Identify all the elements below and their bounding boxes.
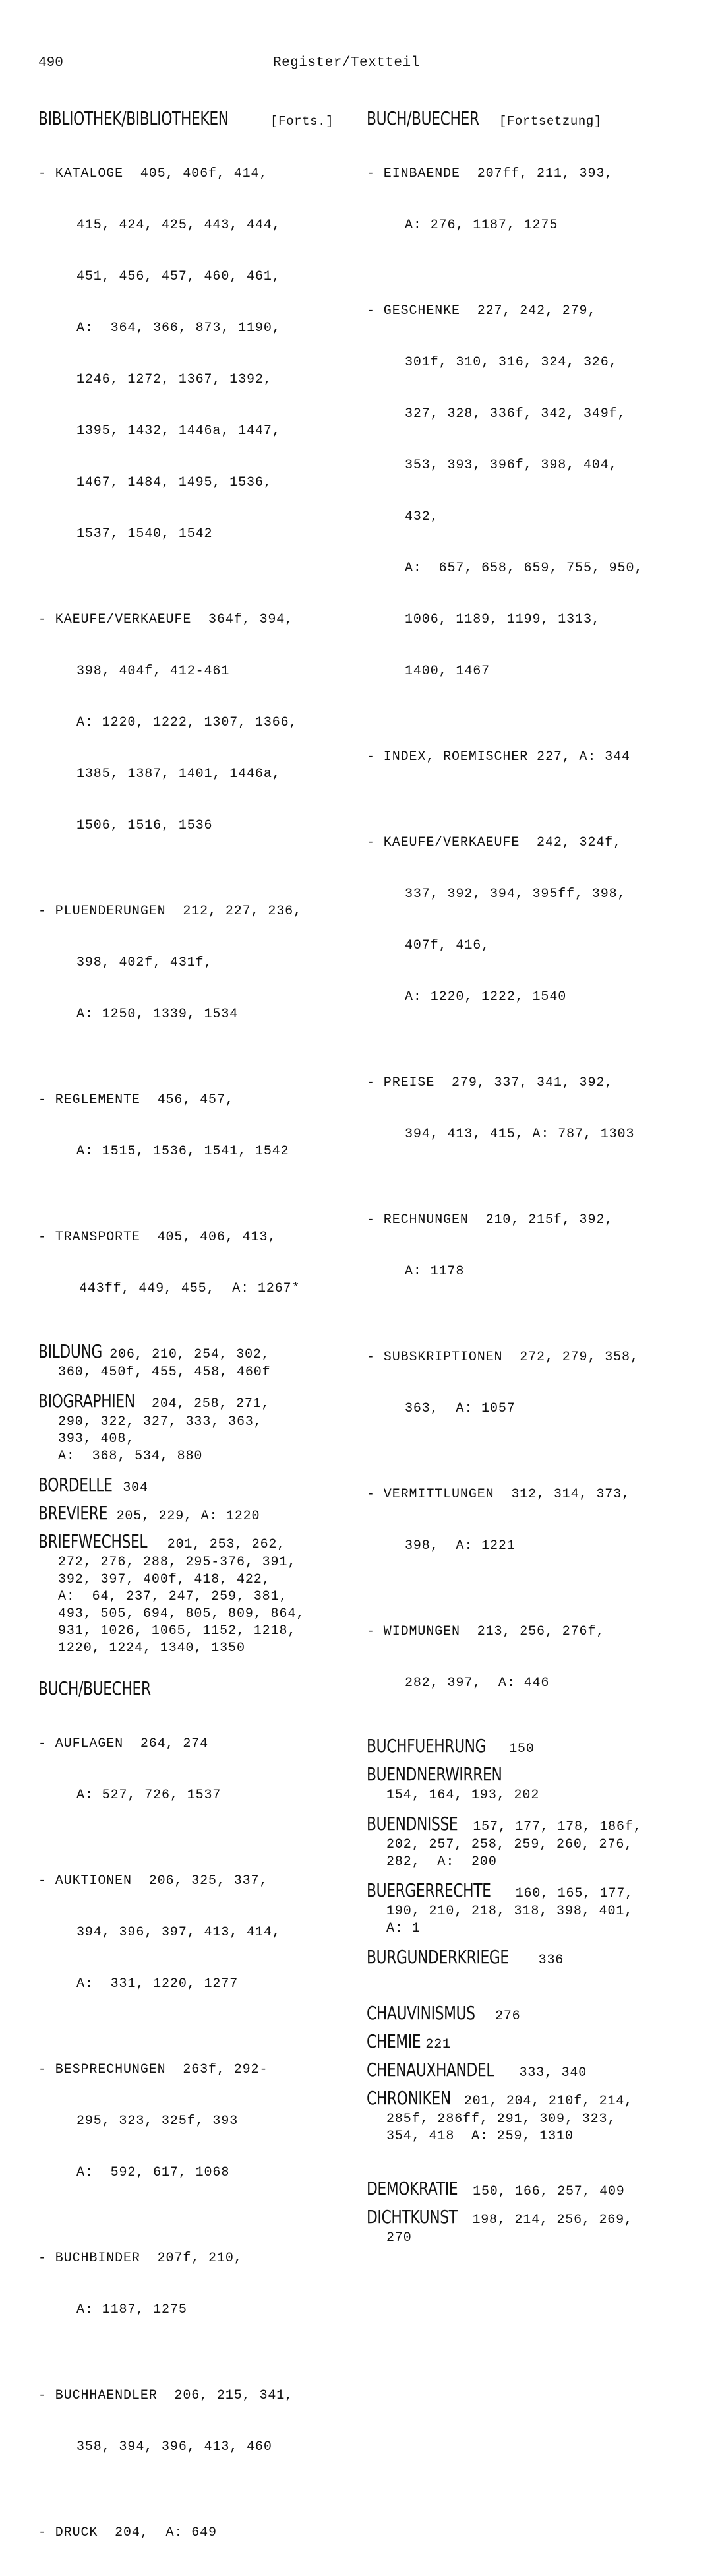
index-entry-buendnisse: BUENDNISSE 157, 177, 178, 186f, 202, 257, 258, 259, 260, 276, 282, A: 200 <box>367 1813 642 1869</box>
entry-refs: 336 <box>538 1953 564 1968</box>
entry-heading: DEMOKRATIE <box>367 2178 458 2199</box>
entry-refs: 198, 214, 256, 269, <box>472 2213 633 2228</box>
subentry-buchbinder: - BUCHBINDER 207f, 210, A: 1187, 1275 <box>38 2251 243 2317</box>
index-column-right <box>367 110 690 2247</box>
entry-refs: 333, 340 <box>519 2065 587 2081</box>
entry-heading: DICHTKUNST <box>367 2206 458 2228</box>
entry-heading: BIOGRAPHIEN <box>38 1390 135 1412</box>
entry-heading: BUCH/BUECHER <box>38 1678 151 1699</box>
index-entry-dichtkunst: DICHTKUNST 198, 214, 256, 269, 270 <box>367 2206 633 2246</box>
subentry-index: - INDEX, ROEMISCHER 227, A: 344 <box>367 749 630 765</box>
entry-refs: 221 <box>425 2037 451 2052</box>
entry-refs: 150 <box>509 1742 535 1757</box>
index-entry-bibliothek <box>38 110 368 1332</box>
subentry-preise: - PREISE 279, 337, 341, 392, 394, 413, 415, A: 787, 1303 <box>367 1075 635 1142</box>
index-entry-burgunderkriege <box>367 1948 690 1970</box>
subentry-geschenke: - GESCHENKE 227, 242, 279, 301f, 310, 316, 324, 326, 327, 328, 336f, 342, 349f, 353, 393, 396f, 398, 404, 432, A: 657, 658, 659, 755, 950, 1006, 1189, 1199, 1313, 1400, 1467 <box>367 303 643 679</box>
entry-heading: BURGUNDERKRIEGE <box>367 1946 509 1968</box>
subentry-buchhaendler: - BUCHHAENDLER 206, 215, 341, 358, 394, 396, 413, 460 <box>38 2388 294 2455</box>
entry-heading: BREVIERE <box>38 1502 107 1524</box>
entry-heading: BRIEFWECHSEL <box>38 1530 148 1552</box>
subentry-druck: - DRUCK 204, A: 649 <box>38 2525 217 2540</box>
subentry-kaeufe: - KAEUFE/VERKAEUFE 364f, 394, 398, 404f, 412-461 A: 1220, 1222, 1307, 1366, 1385, 1387, 1401, 1446a, 1506, 1516, 1536 <box>38 612 298 833</box>
index-entry-buergerrechte: BUERGERRECHTE 160, 165, 177, 190, 210, 218, 318, 398, 401, A: 1 <box>367 1879 634 1936</box>
subentry-vermittlungen: - VERMITTLUNGEN 312, 314, 373, 398, A: 1221 <box>367 1487 630 1554</box>
entry-refs: 201, 204, 210f, 214, <box>463 2094 633 2109</box>
index-entry-breviere <box>38 1504 368 1526</box>
subentry-reglemente: - REGLEMENTE 456, 457, A: 1515, 1536, 1541, 1542 <box>38 1092 289 1159</box>
entry-heading: BUENDNISSE <box>367 1813 458 1835</box>
subentry-rechnungen: - RECHNUNGEN 210, 215f, 392, A: 1178 <box>367 1212 614 1279</box>
entry-refs: 160, 165, 177, <box>515 1886 634 1901</box>
entry-heading: BUCHFUEHRUNG <box>367 1735 487 1757</box>
subentry-auktionen: - AUKTIONEN 206, 325, 337, 394, 396, 397, 413, 414, A: 331, 1220, 1277 <box>38 1873 281 1992</box>
entry-heading: CHEMIE <box>367 2030 421 2052</box>
index-entry-bordelle <box>38 1476 368 1497</box>
entry-heading: CHENAUXHANDEL <box>367 2059 494 2081</box>
index-entry-buchfuehrung <box>367 1737 690 1759</box>
index-entry-chenauxhandel <box>367 2061 690 2083</box>
entry-refs: 205, 229, A: 1220 <box>116 1509 260 1524</box>
subentry-einbaende: - EINBAENDE 207ff, 211, 393, A: 276, 1187, 1275 <box>367 166 614 233</box>
index-entry-buch <box>38 1680 368 2576</box>
entry-refs: 304 <box>123 1480 148 1495</box>
index-entry-bildung: BILDUNG 206, 210, 254, 302, 360, 450f, 455, 458, 460f <box>38 1340 271 1380</box>
subentry-besprechungen: - BESPRECHUNGEN 263f, 292- 295, 323, 325f, 393 A: 592, 617, 1068 <box>38 2062 268 2180</box>
index-entry-chemie <box>367 2032 690 2054</box>
index-entry-briefwechsel: BRIEFWECHSEL 201, 253, 262, 272, 276, 288, 295-376, 391, 392, 397, 400f, 418, 422, A: 64, 237, 247, 259, 381, 493, 505, 694, 805, 809, 864, 931, 1026, 1065, 1152, 1218, 1220, 1224, 1340, 1350 <box>38 1530 305 1656</box>
entry-heading: CHAUVINISMUS <box>367 2002 475 2024</box>
index-entry-demokratie <box>367 2180 690 2201</box>
index-entry-chroniken: CHRONIKEN 201, 204, 210f, 214, 285f, 286ff, 291, 309, 323, 354, 418 A: 259, 1310 <box>367 2087 633 2144</box>
subentry-subskriptionen: - SUBSKRIPTIONEN 272, 279, 358, 363, A: 1057 <box>367 1350 639 1416</box>
entry-refs: 276 <box>495 2009 521 2024</box>
entry-refs: 157, 177, 178, 186f, <box>473 1819 642 1835</box>
continuation-note: [Fortsetzung] <box>498 114 602 129</box>
entry-refs: 150, 166, 257, 409 <box>473 2184 625 2199</box>
entry-heading: BIBLIOTHEK/BIBLIOTHEKEN <box>38 108 229 129</box>
subentry-kaeufe: - KAEUFE/VERKAEUFE 242, 324f, 337, 392, 394, 395ff, 398, 407f, 416, A: 1220, 1222, 1540 <box>367 835 626 1005</box>
running-title: Register/Textteil <box>273 55 420 71</box>
entry-refs: 201, 253, 262, <box>167 1537 285 1552</box>
entry-refs: 204, 258, 271, <box>152 1397 270 1412</box>
index-entry-biographien: BIOGRAPHIEN 204, 258, 271, 290, 322, 327, 333, 363, 393, 408, A: 368, 534, 880 <box>38 1390 270 1464</box>
index-entry-chauvinismus <box>367 2004 690 2026</box>
entry-heading: BUERGERRECHTE <box>367 1879 491 1901</box>
entry-heading: BILDUNG <box>38 1340 102 1362</box>
subentry-auflagen: - AUFLAGEN 264, 274 A: 527, 726, 1537 <box>38 1736 222 1803</box>
index-entry-buch-forts <box>367 110 690 1726</box>
page-number: 490 <box>38 55 63 71</box>
page-header <box>38 55 684 77</box>
entry-refs: 206, 210, 254, 302, <box>109 1347 270 1362</box>
index-column-left <box>38 110 368 2576</box>
subentry-transporte: - TRANSPORTE 405, 406, 413, 443ff, 449, 455, A: 1267* <box>38 1230 301 1296</box>
continuation-note: [Forts.] <box>270 114 334 129</box>
entry-heading: BUENDNERWIRREN <box>367 1763 502 1785</box>
entry-heading: CHRONIKEN <box>367 2087 451 2109</box>
index-entry-buendnerwirren: BUENDNERWIRREN 154, 164, 193, 202 <box>367 1763 540 1803</box>
subentry-widmungen: - WIDMUNGEN 213, 256, 276f, 282, 397, A: 446 <box>367 1624 605 1691</box>
entry-heading: BUCH/BUECHER <box>367 108 479 129</box>
subentry-pluenderungen: - PLUENDERUNGEN 212, 227, 236, 398, 402f, 431f, A: 1250, 1339, 1534 <box>38 904 302 1022</box>
subentry-kataloge: - KATALOGE 405, 406f, 414, 415, 424, 425, 443, 444, 451, 456, 457, 460, 461, A: 364, 366, 873, 1190, 1246, 1272, 1367, 1392, 1395, 1432, 1446a, 1447, 1467, 1484, 1495, 1536, 1537, 1540, 1542 <box>38 166 281 542</box>
entry-heading: BORDELLE <box>38 1474 113 1495</box>
